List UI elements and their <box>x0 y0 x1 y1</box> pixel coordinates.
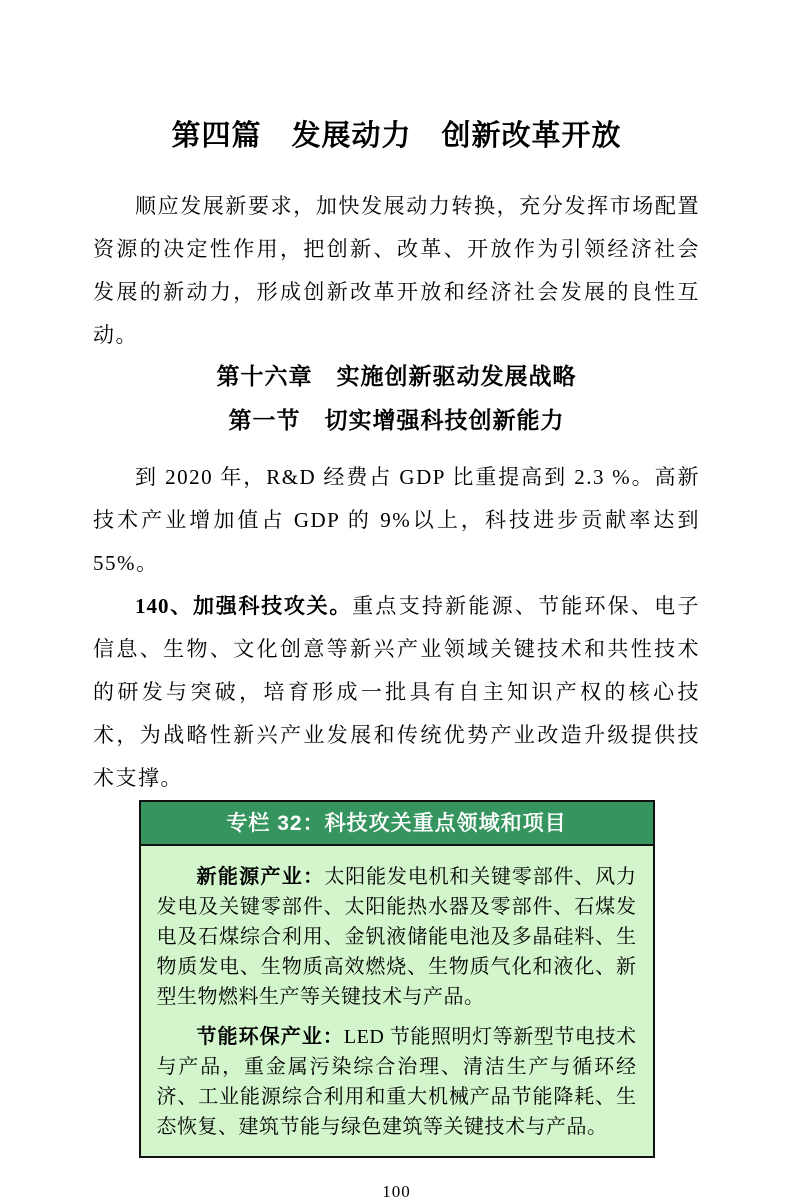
measure-paragraph-lead: 140、加强科技攻关。 <box>135 594 353 618</box>
measure-paragraph <box>93 585 700 800</box>
measure-paragraph-text: 重点支持新能源、节能环保、电子信息、生物、文化创意等新兴产业领域关键技术和共性技术的研发与突破，培育形成一批具有自主知识产权的核心技术，为战略性新兴产业发展和传统优势产业改造升级提供技术支撑。 <box>93 594 701 790</box>
box-paragraph-new-energy-text: 太阳能发电机和关键零部件、风力发电及关键零部件、太阳能热水器及零部件、石煤发电及石煤综合利用、金钒液储能电池及多晶硅料、生物质发电、生物质高效燃烧、生物质气化和液化、新型生物燃料生产等关键技术与产品。 <box>156 866 637 1008</box>
section-title: 第一节 切实增强科技创新能力 <box>228 408 565 433</box>
chapter-title: 第十六章 实施创新驱动发展战略 <box>216 363 577 389</box>
page-number: 100 <box>382 1182 411 1201</box>
part-title: 第四篇 发展动力 创新改革开放 <box>171 120 622 152</box>
box-paragraph-energy-saving <box>157 1022 637 1142</box>
feature-box-title: 专栏 32：科技攻关重点领域和项目 <box>141 802 653 846</box>
box-paragraph-energy-saving-text: LED 节能照明灯等新型节电技术与产品，重金属污染综合治理、清洁生产与循环经济、工业能源综合利用和重大机械产品节能降耗、生态恢复、建筑节能与绿色建筑等关键技术与产品。 <box>156 1026 637 1138</box>
feature-box-32 <box>139 800 655 1158</box>
targets-paragraph: 到 2020 年，R&D 经费占 GDP 比重提高到 2.3 %。高新技术产业增加值占 GDP 的 9%以上，科技进步贡献率达到 55%。 <box>93 465 700 575</box>
box-paragraph-new-energy <box>157 862 637 1012</box>
intro-paragraph: 顺应发展新要求，加快发展动力转换，充分发挥市场配置资源的决定性作用，把创新、改革、开放作为引领经济社会发展的新动力，形成创新改革开放和经济社会发展的良性互动。 <box>93 194 700 347</box>
feature-box-body <box>141 846 653 1156</box>
box-paragraph-energy-saving-lead: 节能环保产业： <box>196 1026 344 1048</box>
box-paragraph-new-energy-lead: 新能源产业： <box>196 866 325 888</box>
